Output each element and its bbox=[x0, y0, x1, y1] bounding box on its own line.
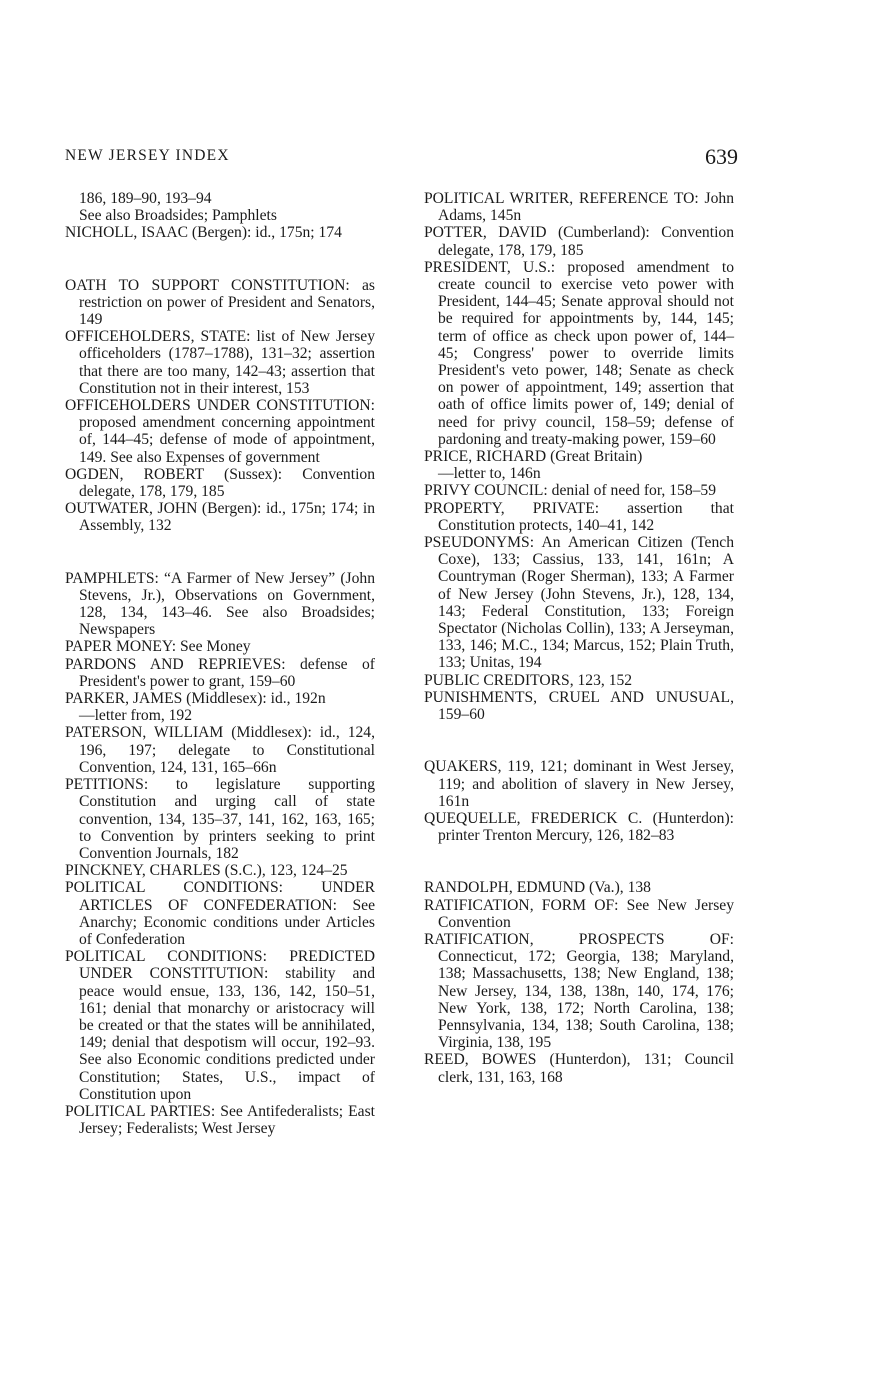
left-column bbox=[65, 190, 375, 1137]
index-entry: PRESIDENT, U.S.: proposed amendment to create council to exercise veto power with President, 144–45; Senate approval should not be required for appointments by, 144, 145; term of office as check upon power of, 144–45; Congress' power to override limits President's veto power, 148; Senate as check on power of appointment, 149; assertion that oath of office limits power of, 149; denial of need for privy council, 158–59; defense of pardoning and treaty-making power, 159–60 bbox=[424, 258, 734, 448]
index-entry: POLITICAL PARTIES: See Antifederalists; East Jersey; Federalists; West Jersey bbox=[65, 1102, 375, 1138]
index-entry: POTTER, DAVID (Cumberland): Convention delegate, 178, 179, 185 bbox=[424, 224, 734, 259]
index-entry: QUAKERS, 119, 121; dominant in West Jersey, 119; and abolition of slavery in New Jersey, 161n bbox=[424, 758, 734, 810]
page-number: 639 bbox=[705, 144, 738, 169]
index-entry: 186, 189–90, 193–94 bbox=[79, 190, 212, 207]
index-entry: RANDOLPH, EDMUND (Va.), 138 bbox=[424, 879, 651, 897]
index-entry: —letter to, 146n bbox=[438, 465, 541, 483]
index-entry: POLITICAL CONDITIONS: UNDER ARTICLES OF CONFEDERATION: See Anarchy; Economic conditions under Articles of Confederation bbox=[65, 879, 375, 948]
index-entry: REED, BOWES (Hunterdon), 131; Council clerk, 131, 163, 168 bbox=[424, 1051, 734, 1086]
index-entry: PARKER, JAMES (Middlesex): id., 192n bbox=[65, 690, 326, 708]
index-entry: OFFICEHOLDERS, STATE: list of New Jersey officeholders (1787–1788), 131–32; assertion that there are too many, 142–43; assertion that Constitution not in their interest, 153 bbox=[65, 328, 375, 397]
section-gap bbox=[424, 723, 734, 758]
index-entry: RATIFICATION, FORM OF: See New Jersey Convention bbox=[424, 896, 734, 931]
index-entry: POLITICAL WRITER, REFERENCE TO: John Adams, 145n bbox=[424, 190, 734, 225]
index-entry: OATH TO SUPPORT CONSTITUTION: as restriction on power of President and Senators, 149 bbox=[65, 276, 375, 329]
index-entry: PRIVY COUNCIL: denial of need for, 158–59 bbox=[424, 482, 717, 500]
index-entry: OFFICEHOLDERS UNDER CONSTITUTION: proposed amendment concerning appointment of, 144–45; defense of mode of appointment, 149. See also Expenses of government bbox=[65, 397, 375, 466]
index-entry: POLITICAL CONDITIONS: PREDICTED UNDER CONSTITUTION: stability and peace would ensue, 133, 136, 142, 150–51, 161; denial that monarchy or aristocracy will be created or that the states will be annihilated, 149; denial that despotism will occur, 192–93. See also Economic conditions predicted under Constitution; States, U.S., impact of Constitution upon bbox=[65, 948, 375, 1103]
index-entry: OGDEN, ROBERT (Sussex): Convention delegate, 178, 179, 185 bbox=[65, 465, 375, 501]
index-entry: PSEUDONYMS: An American Citizen (Tench Coxe), 133; Cassius, 133, 141, 161n; A Countryman (Roger Sherman), 133; A Farmer of New Jersey (John Stevens, Jr.), 128, 134, 143; Federal Constitution, 133; Foreign Spectator (Nicholas Collin), 133; A Jerseyman, 133, 146; M.C., 134; Marcus, 152; Plain Truth, 133; Unitas, 194 bbox=[424, 534, 734, 672]
index-entry: —letter from, 192 bbox=[79, 707, 193, 725]
section-gap bbox=[65, 242, 375, 277]
right-column bbox=[424, 190, 734, 1086]
section-gap bbox=[424, 844, 734, 879]
index-entry: PARDONS AND REPRIEVES: defense of President's power to grant, 159–60 bbox=[65, 655, 375, 690]
running-head: NEW JERSEY INDEX bbox=[65, 147, 230, 164]
index-entry: QUEQUELLE, FREDERICK C. (Hunterdon): printer Trenton Mercury, 126, 182–83 bbox=[424, 809, 734, 845]
section-gap bbox=[65, 535, 375, 570]
index-entry: OUTWATER, JOHN (Bergen): id., 175n; 174; in Assembly, 132 bbox=[65, 500, 375, 535]
index-entry: NICHOLL, ISAAC (Bergen): id., 175n; 174 bbox=[65, 224, 342, 242]
index-entry: PETITIONS: to legislature supporting Constitution and urging call of state convention, 134, 135–37, 141, 162, 163, 165; to Convention by printers seeking to print Convention Journals, 182 bbox=[65, 776, 375, 862]
index-entry: PATERSON, WILLIAM (Middlesex): id., 124, 196, 197; delegate to Constitutional Convention, 124, 131, 165–66n bbox=[65, 724, 375, 776]
index-entry: PUBLIC CREDITORS, 123, 152 bbox=[424, 671, 633, 689]
index-entry: PUNISHMENTS, CRUEL AND UNUSUAL, 159–60 bbox=[424, 688, 734, 724]
index-entry: PINCKNEY, CHARLES (S.C.), 123, 124–25 bbox=[65, 862, 348, 880]
index-entry: See also Broadsides; Pamphlets bbox=[79, 207, 277, 225]
index-entry: PAPER MONEY: See Money bbox=[65, 638, 251, 656]
index-entry: PRICE, RICHARD (Great Britain) bbox=[424, 448, 643, 466]
index-entry: PROPERTY, PRIVATE: assertion that Constitution protects, 140–41, 142 bbox=[424, 499, 734, 534]
index-entry: PAMPHLETS: “A Farmer of New Jersey” (John Stevens, Jr.), Observations on Government, 128, 134, 143–46. See also Broadsides; Newspapers bbox=[65, 569, 375, 639]
index-entry: RATIFICATION, PROSPECTS OF: Connecticut, 172; Georgia, 138; Maryland, 138; Massachusetts, 138; New England, 138; New Jersey, 134, 138, 138n, 140, 174, 176; New York, 138, 172; North Carolina, 138; Pennsylvania, 134, 138; South Carolina, 138; Virginia, 138, 195 bbox=[424, 930, 734, 1052]
